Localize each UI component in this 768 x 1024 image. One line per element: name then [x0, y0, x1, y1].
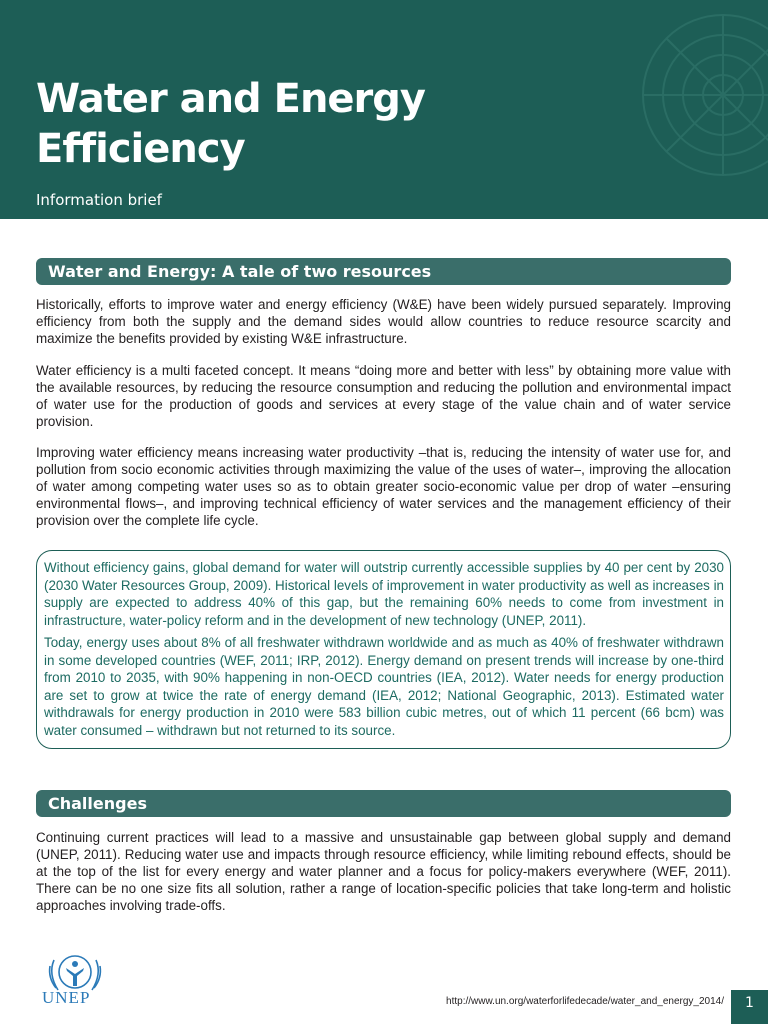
paragraph-improving-efficiency: Improving water efficiency means increasing water productivity –that is, reducing the intensity of water use for, and pollution from socio economic activities through maximizing the value of the uses of water–, improving the allocation of water among competing water uses so as to obtain greater socio-economic value per drop of water –ensuring environmental flows–, and improving technical efficiency of water services and the management efficiency of their provision over the complete life cycle.	[36, 445, 731, 528]
section-heading-tale: Water and Energy: A tale of two resources	[36, 258, 731, 285]
paragraph-history: Historically, efforts to improve water and energy efficiency (W&E) have been widely pursued separately. Improving efficiency from both the supply and the demand sides would allow countries to reduce resource scarcity and maximize the benefits provided by existing W&E infrastructure.	[36, 297, 731, 346]
callout-box	[36, 550, 731, 749]
section-heading-challenges: Challenges	[36, 790, 731, 817]
title-line-2: Efficiency	[36, 126, 245, 172]
header-banner	[0, 0, 768, 219]
unep-logo-text: UNEP	[42, 988, 91, 1007]
paragraph-challenges: Continuing current practices will lead to a massive and unsustainable gap between global supply and demand (UNEP, 2011). Reducing water use and impacts through resource efficiency, while limiting rebound effects, should be at the top of the list for every energy and water planner and a focus for policy-makers everywhere (WEF, 2011). There can be no one size fits all solution, rather a range of location-specific policies that take long-term and holistic approaches involving trade-offs.	[36, 830, 731, 913]
callout-paragraph-demand: Without efficiency gains, global demand for water will outstrip currently accessible supplies by 40 per cent by 2030 (2030 Water Resources Group, 2009). Historical levels of improvement in water productivity as well as increases in supply are expected to address 40% of this gap, but the remaining 60% needs to come from investment in infrastructure, water-policy reform and in the development of new technology (UNEP, 2011).	[44, 560, 724, 628]
page-number: 1	[731, 990, 768, 1024]
paragraph-water-efficiency: Water efficiency is a multi faceted concept. It means “doing more and better with less” by obtaining more value with the available resources, by reducing the resource consumption and reducing the pollution and environmental impact of water use for the production of goods and services at every stage of the value chain and of water service provision.	[36, 363, 731, 429]
source-link[interactable]: http://www.un.org/waterforlifedecade/water_and_energy_2014/	[446, 996, 724, 1007]
page-title	[36, 74, 425, 174]
page-subtitle: Information brief	[36, 191, 162, 209]
un-emblem-watermark-icon	[638, 10, 768, 180]
title-line-1: Water and Energy	[36, 76, 425, 122]
callout-paragraph-energy: Today, energy uses about 8% of all freshwater withdrawn worldwide and as much as 40% of freshwater withdrawn in some developed countries (WEF, 2011; IRP, 2012). Energy demand on present trends will increase by one-third from 2010 to 2035, with 90% happening in non-OECD countries (IEA, 2012). Water needs for energy production are set to grow at twice the rate of energy demand (IEA, 2012; National Geographic, 2013). Estimated water withdrawals for energy production in 2010 were 583 billion cubic metres, out of which 11 percent (66 bcm) was water consumed – withdrawn but not returned to its source.	[44, 635, 724, 738]
